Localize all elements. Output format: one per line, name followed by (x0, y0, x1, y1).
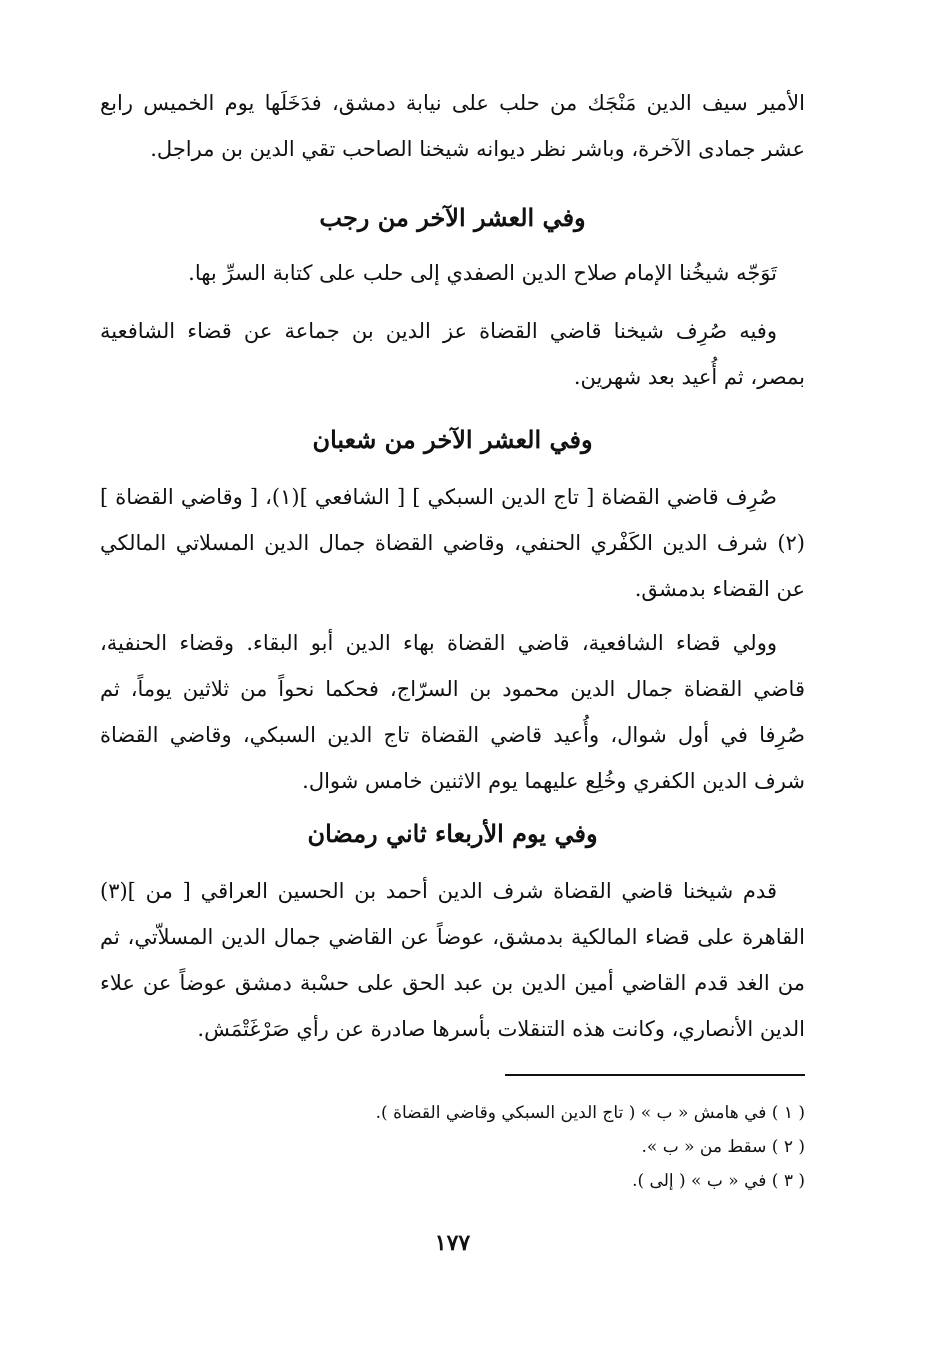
paragraph-appointments: وولي قضاء الشافعية، قاضي القضاة بهاء الدين أبو البقاء. وقضاء الحنفية، قاضي القضاة جمال الدين محمود بن السرّاج، فحكما نحواً من ثلاثين يوماً، ثم صُرِفا في أول شوال، وأُعيد قاضي القضاة تاج الدين السبكي، وقاضي القضاة شرف الدين الكفري وخُلِع عليهما يوم الاثنين خامس شوال. (100, 631, 805, 793)
paragraph-opening: الأمير سيف الدين مَنْجَك من حلب على نيابة دمشق، فدَخَلَها يوم الخميس رابع عشر جمادى الآخرة، وباشر نظر ديوانه شيخنا الصاحب تقي الدين بن مراجل. (100, 91, 805, 161)
footnote-1: ( ١ ) في هامش « ب » ( تاج الدين السبكي وقاضي القضاة ). (375, 1103, 805, 1123)
paragraph-iraqi: قدم شيخنا قاضي القضاة شرف الدين أحمد بن الحسين العراقي [ من ](٣) القاهرة على قضاء المالكية بدمشق، عوضاً عن القاضي جمال الدين المسلاّتي، ثم من الغد قدم القاضي أمين الدين بن عبد الحق على حسْبة دمشق عوضاً عن علاء الدين الأنصاري، وكانت هذه التنقلات بأسرها صادرة عن رأي صَرْغَتْمَش. (100, 879, 805, 1041)
page-number: ١٧٧ (434, 1230, 471, 1256)
section-heading-shaban: وفي العشر الآخر من شعبان (312, 425, 593, 454)
paragraph-safadi: تَوَجّه شيخُنا الإمام صلاح الدين الصفدي إلى حلب على كتابة السرِّ بها. (188, 261, 777, 285)
footnote-3: ( ٣ ) في « ب » ( إلى ). (632, 1171, 805, 1191)
book-page (100, 80, 805, 1280)
footnotes (100, 1096, 805, 1198)
section-heading-rajab: وفي العشر الآخر من رجب (319, 203, 586, 232)
footnote-divider (505, 1074, 805, 1076)
paragraph-ibn-jamaa: وفيه صُرِف شيخنا قاضي القضاة عز الدين بن جماعة عن قضاء الشافعية بمصر، ثم أُعيد بعد شهرين. (100, 319, 805, 389)
paragraph-dismissal: صُرِف قاضي القضاة [ تاج الدين السبكي ] [ الشافعي ](١)، [ وقاضي القضاة ](٢) شرف الدين الكَفْري الحنفي، وقاضي القضاة جمال الدين المسلاتي المالكي عن القضاء بدمشق. (100, 485, 805, 601)
section-heading-ramadan: وفي يوم الأربعاء ثاني رمضان (307, 819, 598, 848)
footnote-2: ( ٢ ) سقط من « ب ». (641, 1137, 805, 1157)
